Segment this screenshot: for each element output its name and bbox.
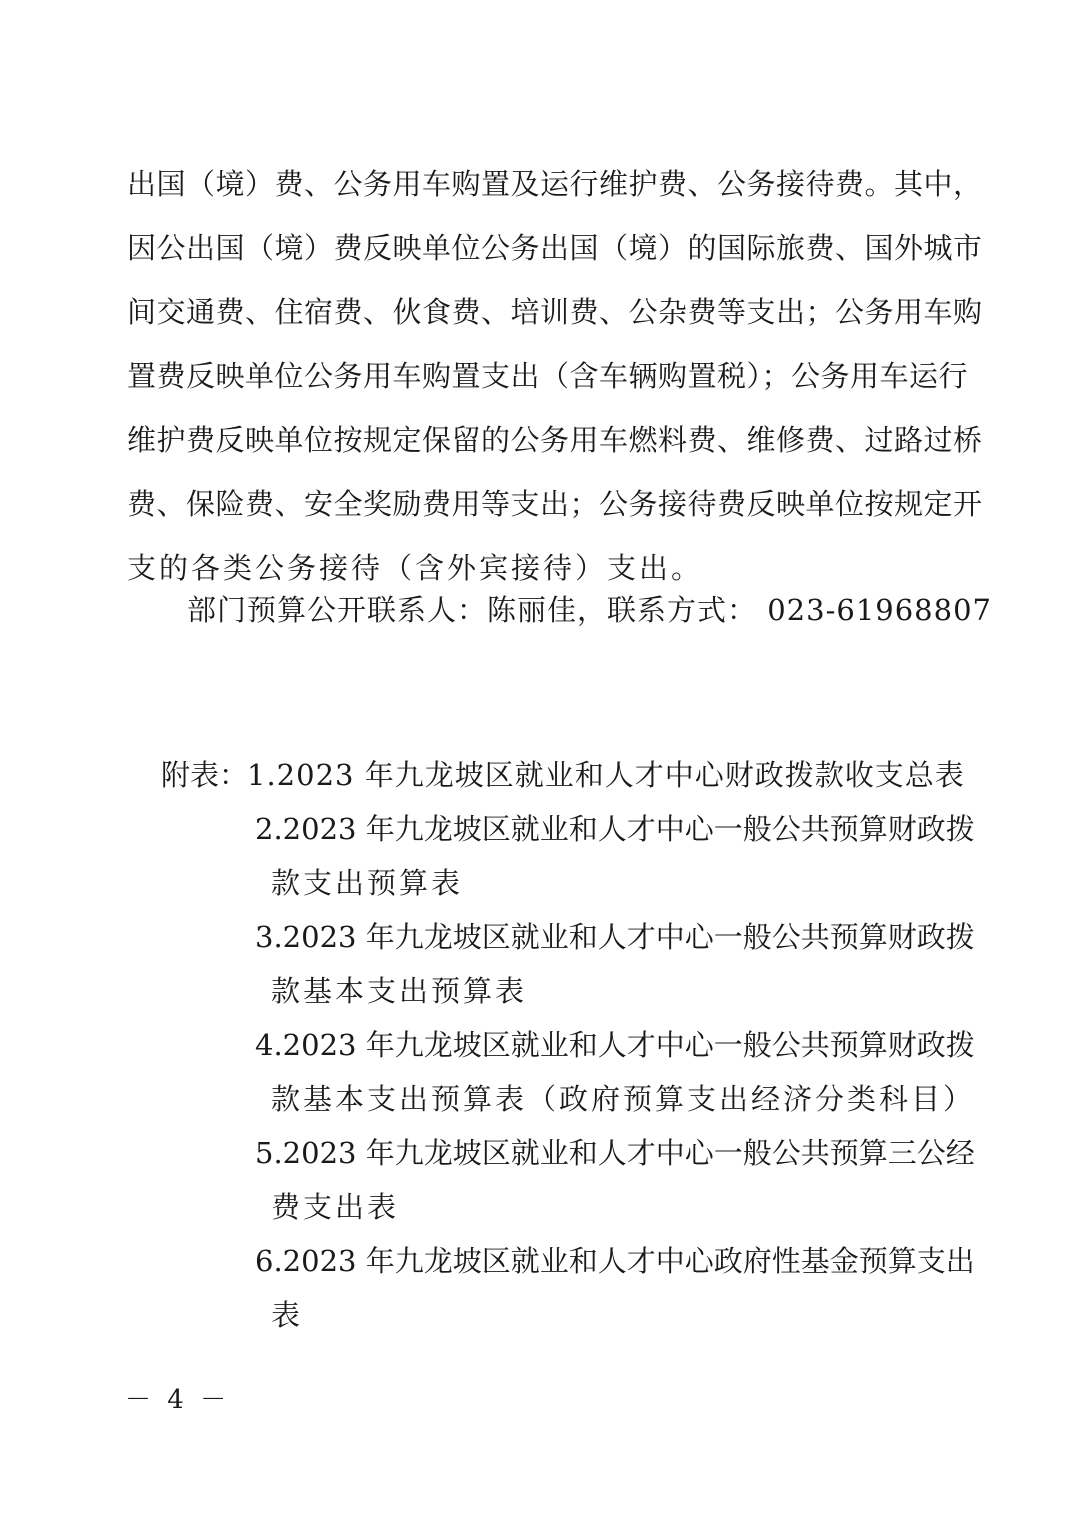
paragraph-line: 支的各类公务接待（含外宾接待）支出。 xyxy=(127,551,704,585)
paragraph-line: 因公出国（境）费反映单位公务出国（境）的国际旅费、国外城市 xyxy=(127,231,983,265)
attachment-line: 款支出预算表 xyxy=(271,866,464,900)
attachments-label: 附表： xyxy=(161,758,249,792)
attachment-line: 3.2023 年九龙坡区就业和人才中心一般公共预算财政拨 xyxy=(255,920,975,954)
attachment-item-2 xyxy=(255,802,975,910)
paragraph-line: 出国（境）费、公务用车购置及运行维护费、公务接待费。其中， xyxy=(127,167,983,201)
paragraph-line: 置费反映单位公务用车购置支出（含车辆购置税）；公务用车运行 xyxy=(127,359,969,393)
attachment-item-6 xyxy=(255,1234,975,1342)
paragraph-line: 维护费反映单位按规定保留的公务用车燃料费、维修费、过路过桥 xyxy=(127,423,983,457)
attachment-line: 5.2023 年九龙坡区就业和人才中心一般公共预算三公经 xyxy=(255,1136,975,1170)
attachment-line: 款基本支出预算表 xyxy=(271,974,528,1008)
body-paragraph xyxy=(127,152,983,600)
paragraph-line: 间交通费、住宿费、伙食费、培训费、公杂费等支出；公务用车购 xyxy=(127,295,983,329)
page-number: － 4 － xyxy=(125,1385,231,1415)
attachment-line: 款基本支出预算表（政府预算支出经济分类科目） xyxy=(271,1082,976,1116)
attachment-line: 6.2023 年九龙坡区就业和人才中心政府性基金预算支出 xyxy=(255,1244,975,1278)
attachment-line: 费支出表 xyxy=(271,1190,400,1224)
paragraph-line: 费、保险费、安全奖励费用等支出；公务接待费反映单位按规定开 xyxy=(127,487,983,521)
attachment-line: 表 xyxy=(271,1298,304,1332)
attachments-list xyxy=(255,802,976,1342)
attachment-item-3 xyxy=(255,910,975,1018)
attachment-line: 2.2023 年九龙坡区就业和人才中心一般公共预算财政拨 xyxy=(255,812,975,846)
attachment-item-1: 1.2023 年九龙坡区就业和人才中心财政拨款收支总表 xyxy=(247,758,965,792)
attachment-line: 4.2023 年九龙坡区就业和人才中心一般公共预算财政拨 xyxy=(255,1028,975,1062)
attachment-item-5 xyxy=(255,1126,975,1234)
attachment-item-4 xyxy=(255,1018,976,1126)
contact-info: 部门预算公开联系人：陈丽佳，联系方式： 023-61968807 xyxy=(187,593,992,627)
